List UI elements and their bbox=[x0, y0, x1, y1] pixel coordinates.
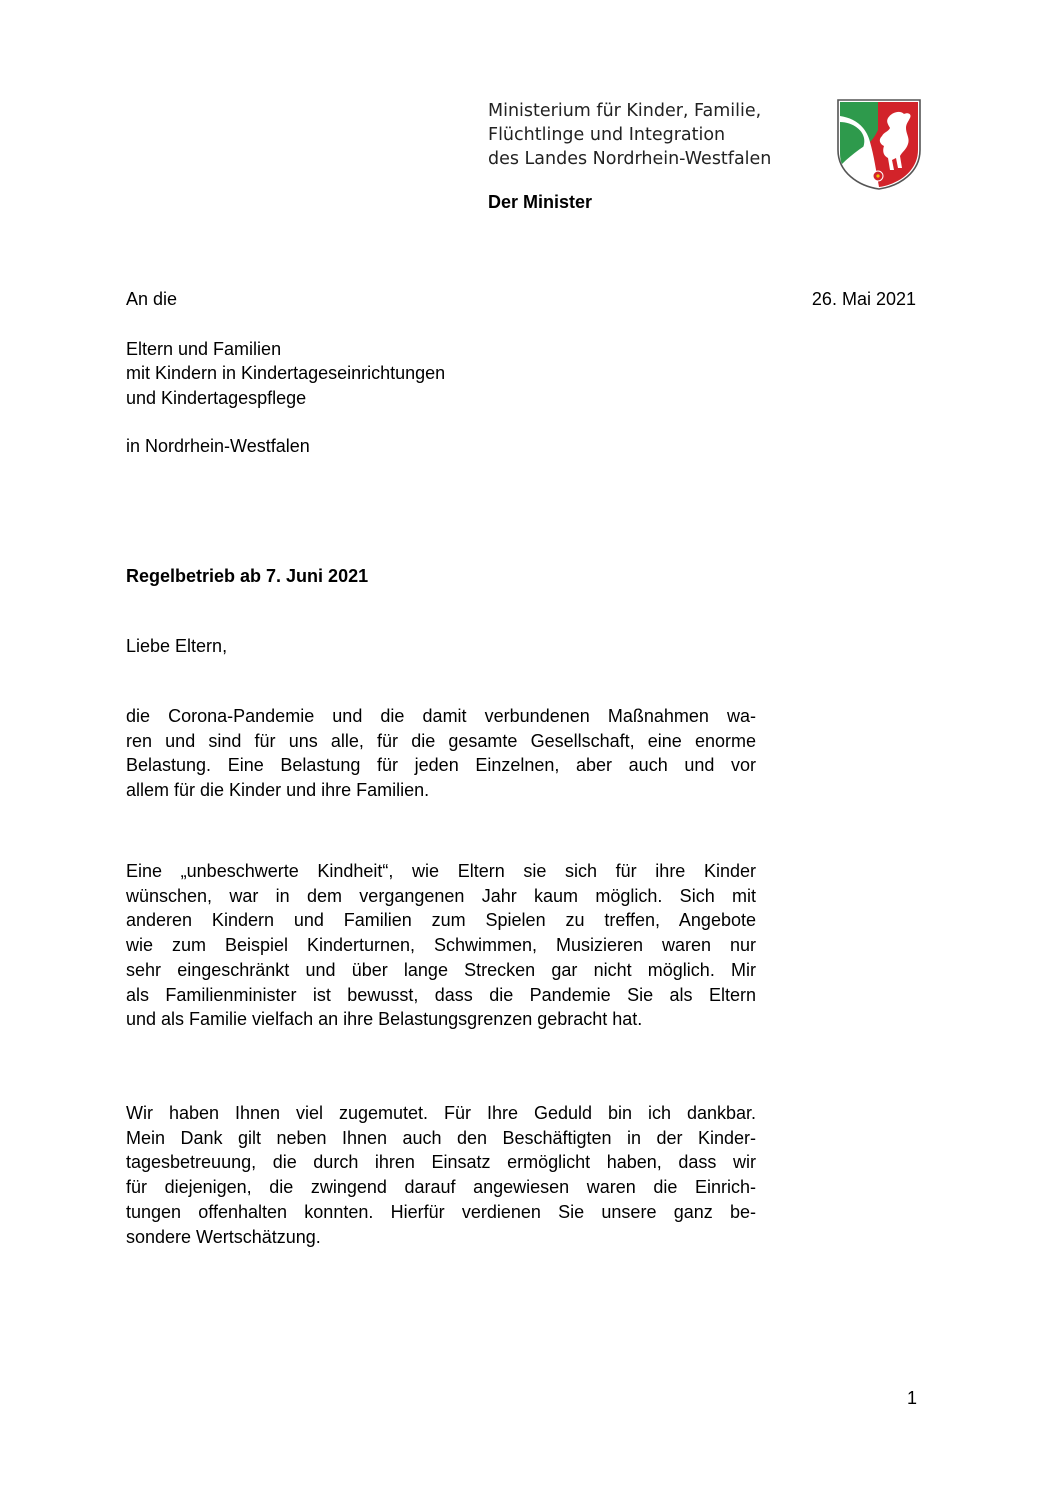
nrw-coat-of-arms-icon bbox=[836, 98, 922, 190]
recipient-address bbox=[126, 287, 606, 459]
ministry-line: Flüchtlinge und Integration bbox=[488, 125, 726, 145]
paragraph-line: und als Familie vielfach an ihre Belastungsgrenzen gebracht hat. bbox=[126, 1009, 643, 1030]
paragraph-line: ren und sind für uns alle, für die gesamte Gesellschaft, eine enorme bbox=[126, 730, 756, 751]
body-paragraph bbox=[126, 1101, 756, 1249]
paragraph-line: tungen offenhalten konnten. Hierfür verdienen Sie unsere ganz be- bbox=[126, 1201, 756, 1222]
recipient-lines bbox=[126, 337, 606, 411]
recipient-line: Eltern und Familien bbox=[126, 338, 282, 359]
letter-date: 26. Mai 2021 bbox=[811, 289, 916, 309]
address-to: An die bbox=[126, 289, 178, 309]
paragraph-line: als Familienminister ist bewusst, dass die Pandemie Sie als Eltern bbox=[126, 984, 756, 1005]
salutation: Liebe Eltern, bbox=[126, 636, 228, 656]
ministry-name bbox=[488, 99, 818, 171]
paragraph-line: Wir haben Ihnen viel zugemutet. Für Ihre Geduld bin ich dankbar. bbox=[126, 1103, 756, 1123]
paragraph-line: Eine „unbeschwerte Kindheit“, wie Eltern sie sich für ihre Kinder bbox=[126, 861, 756, 881]
recipient-line: mit Kindern in Kindertageseinrichtungen bbox=[126, 363, 446, 383]
body-paragraph bbox=[126, 859, 756, 1032]
paragraph-line: tagesbetreuung, die durch ihren Einsatz ermöglicht haben, dass wir bbox=[126, 1152, 756, 1173]
paragraph-line: sondere Wertschätzung. bbox=[126, 1226, 321, 1247]
sender-role: Der Minister bbox=[488, 192, 593, 212]
paragraph-line: Belastung. Eine Belastung für jeden Einzelnen, aber auch und vor bbox=[126, 755, 756, 776]
ministry-line: des Landes Nordrhein-Westfalen bbox=[488, 149, 772, 169]
paragraph-line: sehr eingeschränkt und über lange Strecken gar nicht möglich. Mir bbox=[126, 959, 756, 980]
ministry-line: Ministerium für Kinder, Familie, bbox=[488, 101, 762, 121]
paragraph-line: wie zum Beispiel Kinderturnen, Schwimmen, Musizieren waren nur bbox=[126, 935, 756, 956]
recipient-line: und Kindertagespflege bbox=[126, 387, 307, 408]
letter-subject: Regelbetrieb ab 7. Juni 2021 bbox=[126, 566, 369, 586]
paragraph-line: allem für die Kinder und ihre Familien. bbox=[126, 780, 430, 801]
recipient-region: in Nordrhein-Westfalen bbox=[126, 436, 310, 456]
page-number: 1 bbox=[906, 1388, 917, 1408]
body-paragraph bbox=[126, 704, 756, 803]
paragraph-line: anderen Kindern und Familien zum Spielen zu treffen, Angebote bbox=[126, 910, 756, 931]
paragraph-line: die Corona-Pandemie und die damit verbundenen Maßnahmen wa- bbox=[126, 706, 756, 726]
paragraph-line: Mein Dank gilt neben Ihnen auch den Beschäftigten in der Kinder- bbox=[126, 1127, 756, 1148]
paragraph-line: wünschen, war in dem vergangenen Jahr kaum möglich. Sich mit bbox=[126, 885, 756, 906]
paragraph-line: für diejenigen, die zwingend darauf angewiesen waren die Einrich- bbox=[126, 1177, 756, 1198]
